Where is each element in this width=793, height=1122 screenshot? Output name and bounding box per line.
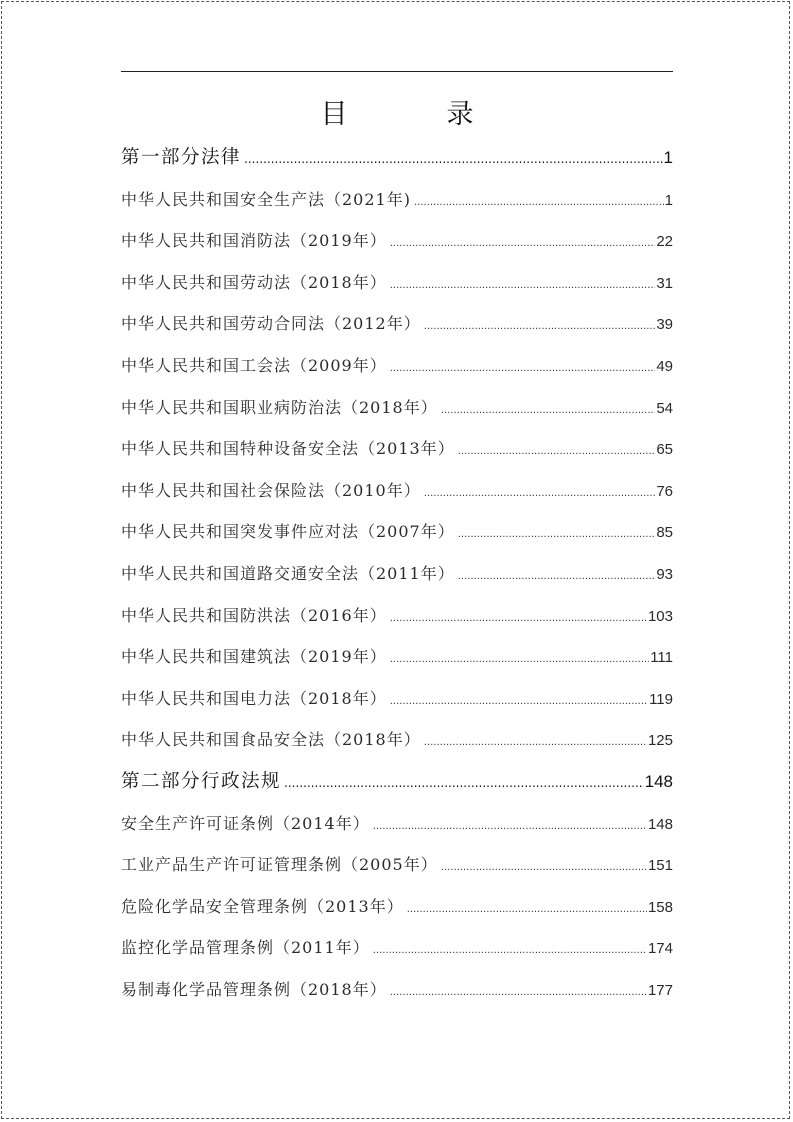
toc-entry[interactable] — [121, 719, 673, 761]
toc-page-number: 85 — [656, 524, 673, 542]
toc-page-number: 65 — [656, 441, 673, 459]
dot-leader — [458, 431, 656, 473]
toc-entry[interactable] — [121, 803, 673, 845]
toc-entry-title: 易制毒化学品管理条例（2018年） — [121, 979, 387, 999]
dot-leader — [390, 265, 656, 307]
toc-entry-title: 中华人民共和国突发事件应对法（2007年） — [121, 522, 455, 542]
header-rule — [121, 71, 673, 72]
dot-leader — [441, 390, 656, 432]
page-title: 目 录 — [320, 99, 510, 130]
toc-page-number: 39 — [656, 316, 673, 334]
toc-page-number: 54 — [656, 399, 673, 417]
toc-entry[interactable] — [121, 678, 673, 720]
toc-entry[interactable] — [121, 969, 673, 1011]
toc-page-number: 103 — [647, 607, 673, 625]
dot-leader — [414, 182, 664, 224]
toc-entry-title: 安全生产许可证条例（2014年） — [121, 813, 370, 833]
toc-entry-title: 中华人民共和国劳动合同法（2012年） — [121, 314, 421, 334]
toc-entry-title: 中华人民共和国食品安全法（2018年） — [121, 730, 421, 750]
toc-entry-title: 中华人民共和国特种设备安全法（2013年） — [121, 439, 455, 459]
toc-entry[interactable] — [121, 179, 673, 221]
toc-page-number: 119 — [649, 690, 673, 708]
toc-entry-title: 中华人民共和国社会保险法（2010年） — [121, 480, 421, 500]
toc-page-number: 151 — [647, 857, 673, 875]
dot-leader — [373, 806, 647, 848]
toc-entry[interactable] — [121, 428, 673, 470]
toc-entry-title: 第一部分法律 — [121, 147, 242, 168]
toc-entry[interactable] — [121, 886, 673, 928]
dot-leader — [458, 514, 656, 556]
dot-leader — [390, 639, 649, 681]
toc-entry-title: 中华人民共和国电力法（2018年） — [121, 688, 387, 708]
toc-entry-title: 中华人民共和国职业病防治法（2018年） — [121, 397, 438, 417]
toc-entry[interactable] — [121, 303, 673, 345]
toc-page-number: 31 — [656, 274, 673, 292]
dot-leader — [407, 889, 647, 931]
toc-entry[interactable] — [121, 220, 673, 262]
toc-entry-title: 中华人民共和国安全生产法（2021年) — [121, 189, 411, 209]
toc-entry-title: 监控化学品管理条例（2011年） — [121, 938, 370, 958]
toc-entry[interactable] — [121, 927, 673, 969]
toc-entry[interactable] — [121, 595, 673, 637]
toc-page-number: 177 — [647, 981, 673, 999]
dot-leader — [424, 473, 656, 515]
dot-leader — [441, 847, 647, 889]
toc-page-number: 1 — [664, 191, 673, 209]
toc-page-number: 111 — [650, 649, 673, 667]
toc-entry-title: 危险化学品安全管理条例（2013年） — [121, 896, 404, 916]
dot-leader — [390, 681, 648, 723]
table-of-contents — [121, 137, 673, 1010]
toc-entry-title: 中华人民共和国建筑法（2019年） — [121, 647, 387, 667]
toc-entry[interactable] — [121, 345, 673, 387]
dot-leader — [424, 722, 647, 764]
toc-entry[interactable] — [121, 470, 673, 512]
dot-leader — [458, 556, 656, 598]
dot-leader — [373, 930, 647, 972]
toc-page-number: 76 — [656, 482, 673, 500]
toc-entry[interactable] — [121, 553, 673, 595]
toc-page-number: 125 — [647, 732, 673, 750]
dot-leader — [284, 763, 644, 805]
toc-entry-title: 中华人民共和国消防法（2019年） — [121, 231, 387, 251]
toc-part-heading[interactable] — [121, 761, 673, 803]
toc-entry-title: 第二部分行政法规 — [121, 770, 282, 792]
toc-page-number: 158 — [647, 898, 673, 916]
toc-page-number: 22 — [656, 233, 673, 251]
dot-leader — [390, 223, 656, 265]
toc-entry-title: 中华人民共和国劳动法（2018年） — [121, 272, 387, 292]
toc-entry[interactable] — [121, 844, 673, 886]
dot-leader — [390, 972, 647, 1014]
toc-entry[interactable] — [121, 511, 673, 553]
toc-page-number: 93 — [656, 565, 673, 583]
toc-page-number: 148 — [647, 815, 673, 833]
toc-part-heading[interactable] — [121, 137, 673, 179]
toc-entry[interactable] — [121, 387, 673, 429]
dot-leader — [424, 306, 656, 348]
toc-page-number: 49 — [656, 357, 673, 375]
toc-page-number: 148 — [644, 771, 673, 791]
toc-entry[interactable] — [121, 262, 673, 304]
toc-page-number: 174 — [647, 940, 673, 958]
toc-entry-title: 工业产品生产许可证管理条例（2005年） — [121, 855, 438, 875]
dot-leader — [390, 348, 656, 390]
toc-entry-title: 中华人民共和国工会法（2009年） — [121, 355, 387, 375]
toc-entry[interactable] — [121, 636, 673, 678]
toc-entry-title: 中华人民共和国防洪法（2016年） — [121, 605, 387, 625]
toc-entry-title: 中华人民共和国道路交通安全法（2011年） — [121, 563, 455, 583]
dot-leader — [390, 598, 647, 640]
dot-leader — [244, 139, 663, 181]
toc-page-number: 1 — [663, 148, 673, 167]
